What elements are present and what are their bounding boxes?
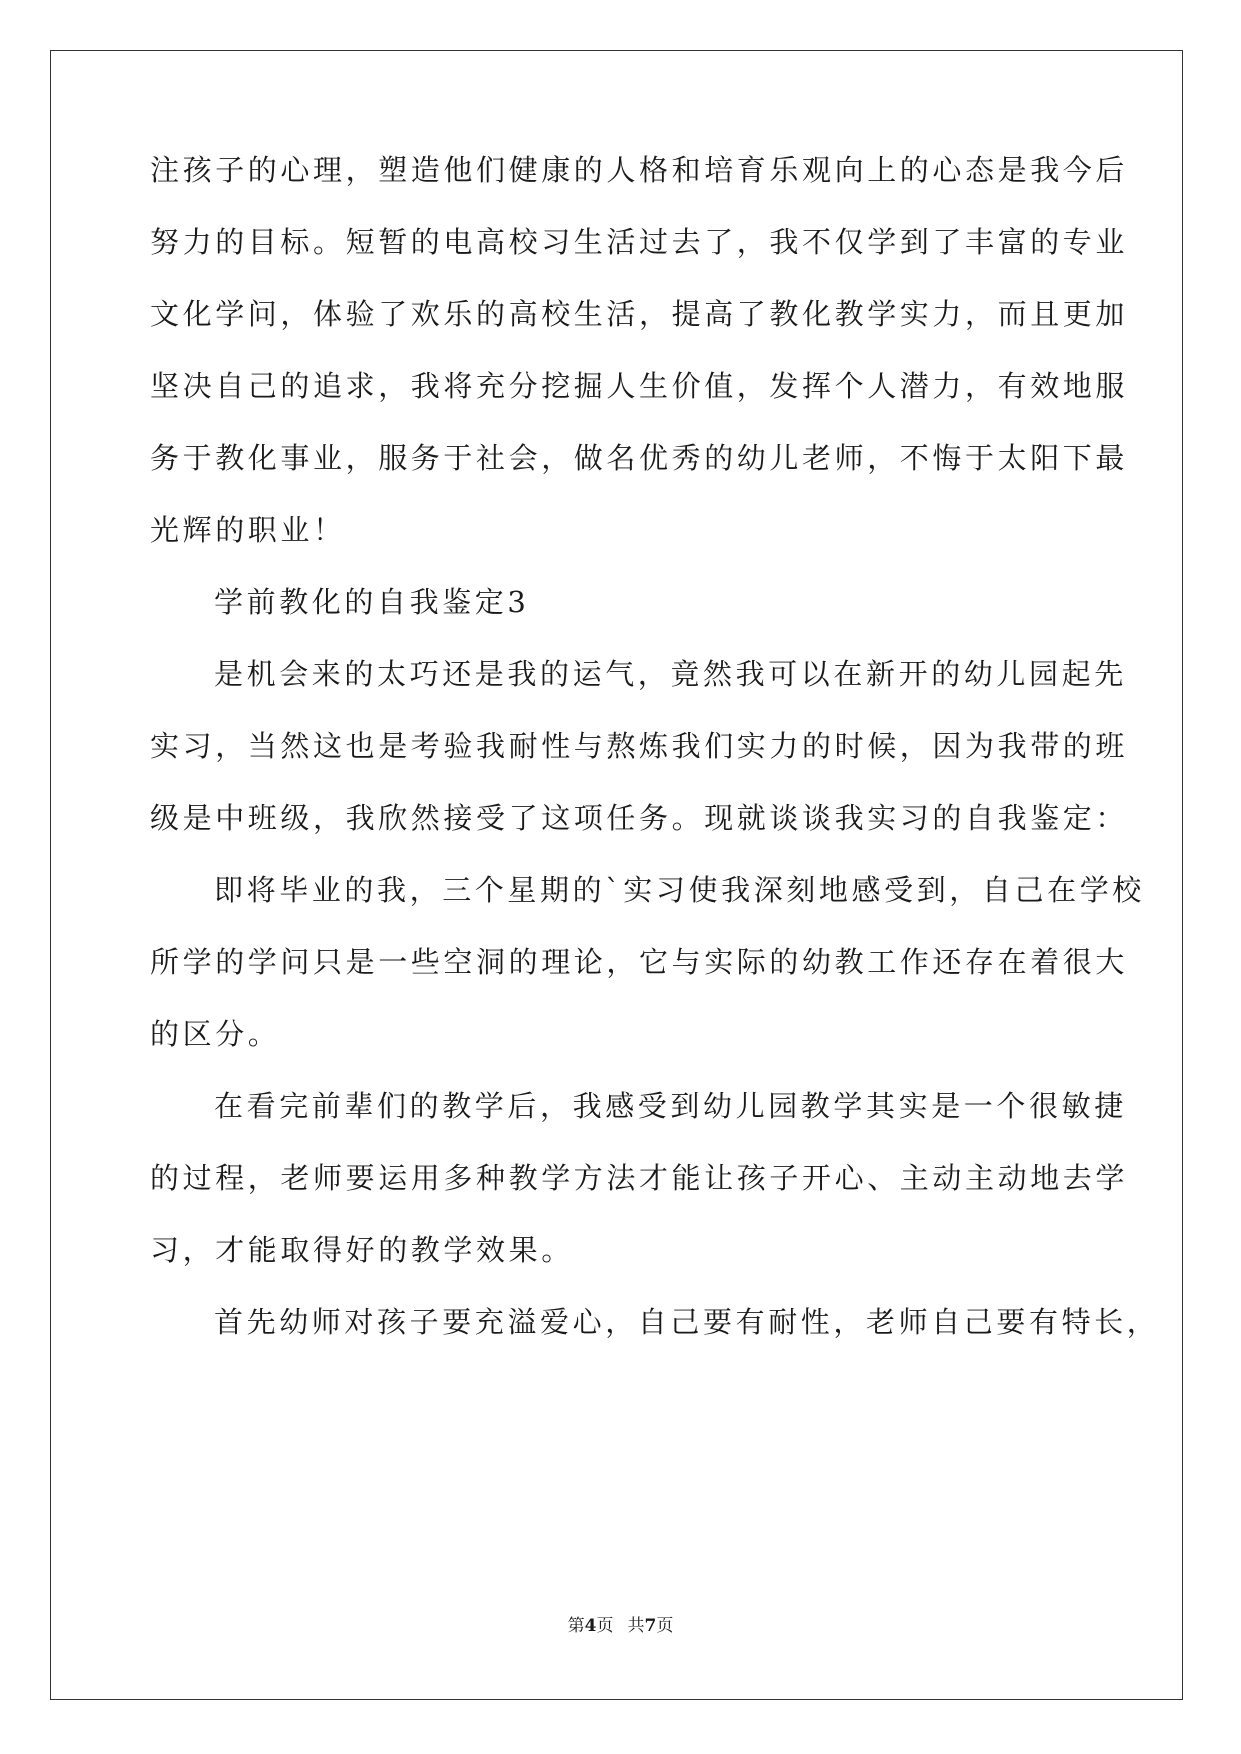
text-line: 级是中班级，我欣然接受了这项任务。现就谈谈我实习的自我鉴定： xyxy=(150,801,1129,835)
text-line: 的区分。 xyxy=(150,1017,281,1051)
text-line: 文化学问，体验了欢乐的高校生活，提高了教化教学实力，而且更加 xyxy=(150,297,1129,331)
page-unit: 页 xyxy=(596,1616,614,1636)
text-line: 即将毕业的我，三个星期的`实习使我深刻地感受到，自己在学校 xyxy=(214,873,1145,907)
page-number-footer xyxy=(0,1614,1241,1638)
text-line: 坚决自己的追求，我将充分挖掘人生价值，发挥个人潜力，有效地服 xyxy=(150,369,1129,403)
text-line: 务于教化事业，服务于社会，做名优秀的幼儿老师，不悔于太阳下最 xyxy=(150,441,1129,475)
text-line: 是机会来的太巧还是我的运气，竟然我可以在新开的幼儿园起先 xyxy=(214,657,1127,691)
total-page-number: 7 xyxy=(644,1616,657,1636)
text-line: 注孩子的心理，塑造他们健康的人格和培育乐观向上的心态是我今后 xyxy=(150,153,1129,187)
total-prefix: 共 xyxy=(627,1616,645,1636)
text-line: 在看完前辈们的教学后，我感受到幼儿园教学其实是一个很敏捷 xyxy=(214,1089,1127,1123)
current-page-number: 4 xyxy=(584,1616,597,1636)
page-prefix: 第 xyxy=(567,1616,585,1636)
text-line: 实习，当然这也是考验我耐性与熬炼我们实力的时候，因为我带的班 xyxy=(150,729,1129,763)
text-line: 所学的学问只是一些空洞的理论，它与实际的幼教工作还存在着很大 xyxy=(150,945,1129,979)
total-unit: 页 xyxy=(656,1616,674,1636)
text-line: 习，才能取得好的教学效果。 xyxy=(150,1233,574,1267)
text-line: 的过程，老师要运用多种教学方法才能让孩子开心、主动主动地去学 xyxy=(150,1161,1129,1195)
text-line: 首先幼师对孩子要充溢爱心，自己要有耐性，老师自己要有特长， xyxy=(214,1305,1160,1339)
section-heading: 学前教化的自我鉴定3 xyxy=(214,585,530,619)
text-line: 努力的目标。短暂的电高校习生活过去了，我不仅学到了丰富的专业 xyxy=(150,225,1129,259)
text-line: 光辉的职业！ xyxy=(150,513,346,547)
